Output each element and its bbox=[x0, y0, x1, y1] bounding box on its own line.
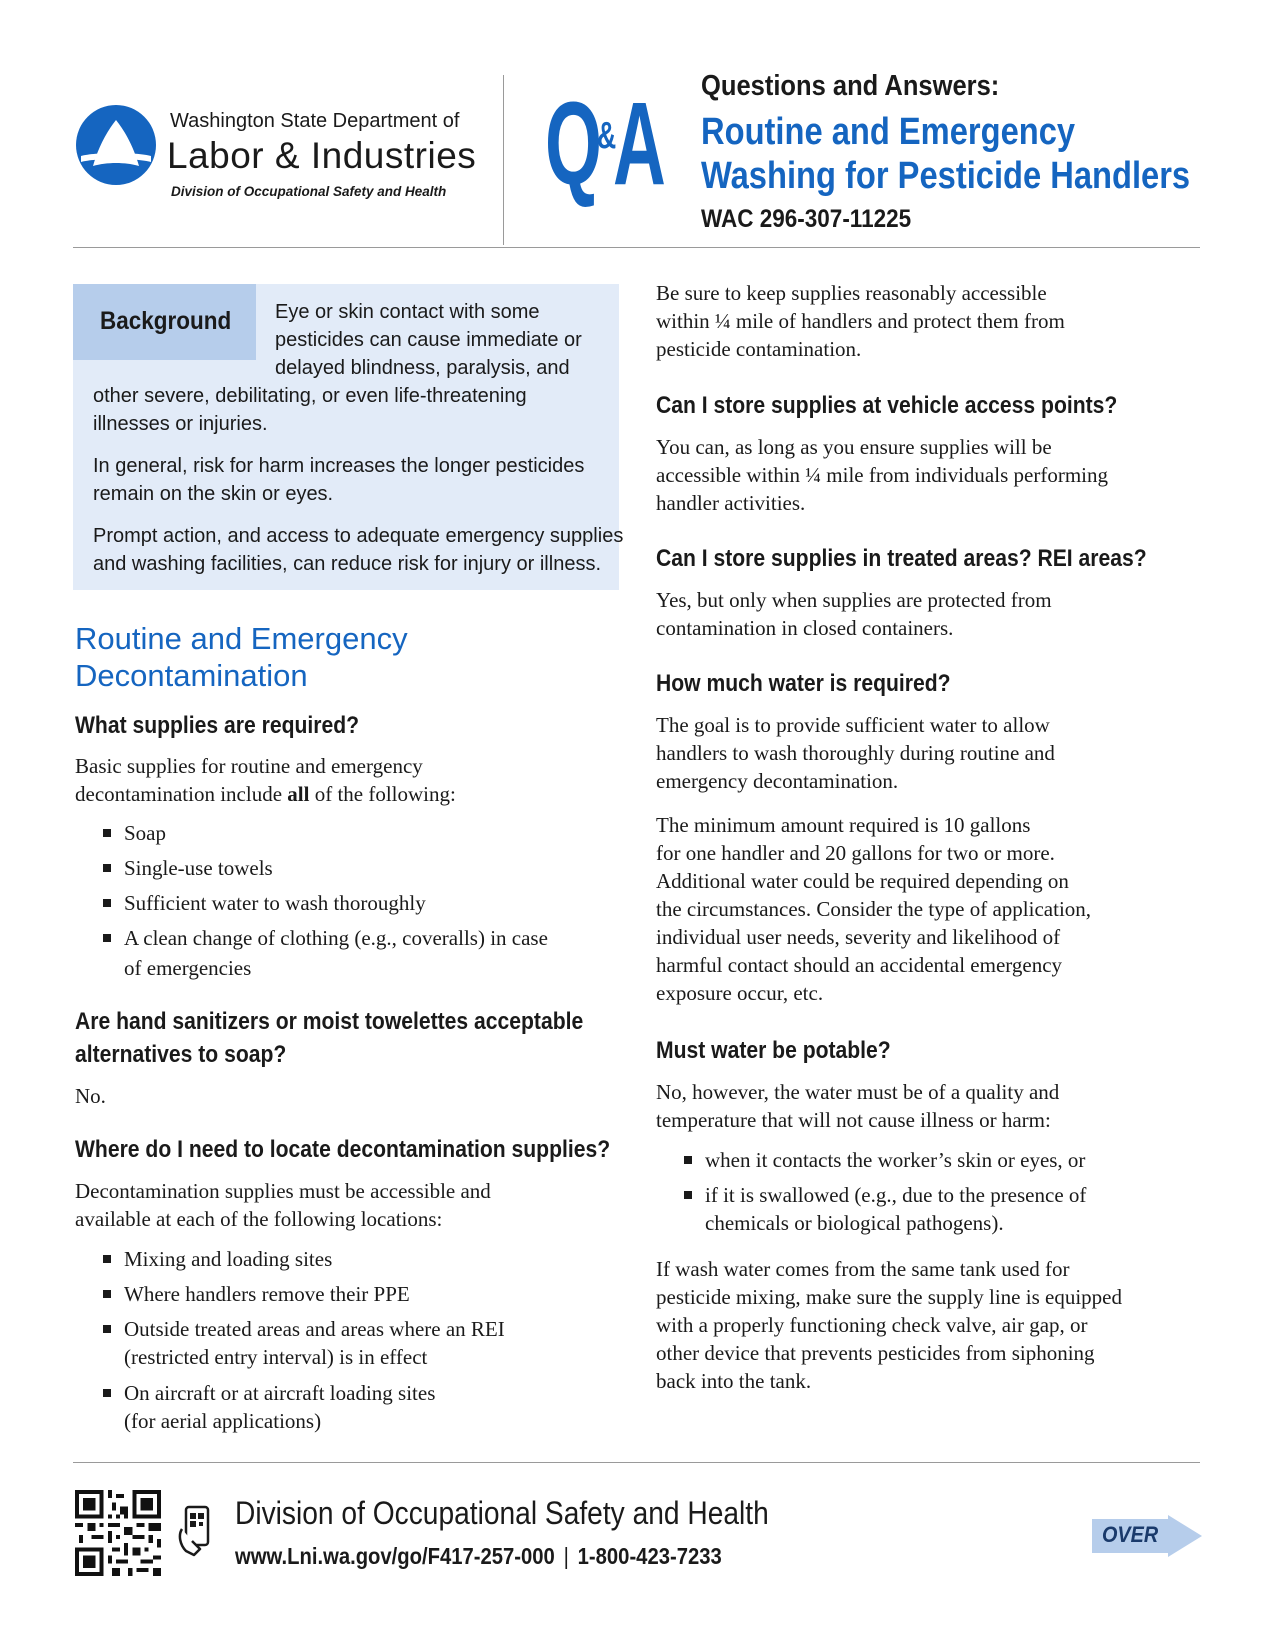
answer-text-line: handler activities. bbox=[656, 491, 806, 515]
answer-text-line: The minimum amount required is 10 gallons bbox=[656, 813, 1031, 837]
background-label-box bbox=[73, 284, 256, 360]
qa-ampersand: & bbox=[597, 115, 617, 157]
answer-text-line bbox=[75, 780, 456, 808]
answer-text-line: back into the tank. bbox=[656, 1369, 812, 1393]
background-text-line: In general, risk for harm increases the longer pesticides bbox=[93, 455, 585, 477]
qr-code-icon[interactable] bbox=[75, 1490, 161, 1576]
list-item: Mixing and loading sites bbox=[102, 1245, 505, 1273]
section-heading-line2: Decontamination bbox=[75, 658, 308, 693]
question-sanitizers bbox=[75, 1005, 583, 1071]
list-item: Soap bbox=[102, 819, 548, 847]
list-item: Sufficient water to wash thoroughly bbox=[102, 889, 548, 917]
header-kicker: Questions and Answers: bbox=[701, 70, 1000, 102]
answer-text-line: No, however, the water must be of a quality and bbox=[656, 1080, 1060, 1104]
text-fragment: decontamination include bbox=[75, 782, 288, 806]
background-text-line: Prompt action, and access to adequate emergency supplies bbox=[93, 525, 624, 547]
arrow-right-icon bbox=[1168, 1515, 1202, 1557]
answer-text-line: pesticide contamination. bbox=[656, 337, 862, 361]
section-heading-line1: Routine and Emergency bbox=[75, 621, 408, 656]
qa-mark bbox=[545, 78, 690, 215]
locations-list bbox=[102, 1245, 505, 1343]
potable-conditions-list bbox=[683, 1146, 1086, 1209]
header-divider bbox=[503, 75, 504, 245]
footer-organization: Division of Occupational Safety and Health bbox=[235, 1495, 769, 1531]
agency-logo bbox=[73, 95, 477, 215]
question-vehicle-access: Can I store supplies at vehicle access points? bbox=[656, 392, 1118, 419]
background-label: Background bbox=[100, 307, 232, 335]
locations-list-cont bbox=[102, 1379, 435, 1407]
question-supplies: What supplies are required? bbox=[75, 712, 360, 739]
qa-letter-q: Q bbox=[545, 78, 602, 210]
footer-contact bbox=[235, 1543, 722, 1570]
footer-url-link[interactable]: www.Lni.wa.gov/go/F417-257-000 bbox=[235, 1543, 555, 1569]
answer-text-line: available at each of the following locations: bbox=[75, 1207, 443, 1231]
answer-text-line: Decontamination supplies must be accessible and bbox=[75, 1179, 491, 1203]
page-title-line2: Washing for Pesticide Handlers bbox=[701, 155, 1191, 197]
list-item-continuation: (for aerial applications) bbox=[124, 1409, 322, 1433]
answer-text-line: If wash water comes from the same tank used for bbox=[656, 1257, 1070, 1281]
list-item: On aircraft or at aircraft loading sites bbox=[102, 1379, 435, 1407]
background-text-line: illnesses or injuries. bbox=[93, 413, 268, 435]
answer-text-line: other device that prevents pesticides from siphoning bbox=[656, 1341, 1095, 1365]
list-item-continuation: of emergencies bbox=[124, 956, 252, 980]
section-heading bbox=[75, 620, 408, 694]
wac-code: WAC 296-307-11225 bbox=[701, 205, 912, 233]
background-text-line: Eye or skin contact with some bbox=[275, 301, 540, 323]
agency-name-line2: Labor & Industries bbox=[167, 135, 477, 176]
over-label: OVER bbox=[1102, 1522, 1159, 1547]
phone-scan-icon bbox=[178, 1505, 214, 1557]
answer-text-line: Yes, but only when supplies are protected from bbox=[656, 588, 1052, 612]
text-fragment: of the following: bbox=[309, 782, 456, 806]
background-text-line: delayed blindness, paralysis, and bbox=[275, 357, 570, 379]
background-text-line: remain on the skin or eyes. bbox=[93, 483, 334, 505]
answer-text-line: the circumstances. Consider the type of application, bbox=[656, 897, 1092, 921]
answer-text-line: pesticide mixing, make sure the supply line is equipped bbox=[656, 1285, 1122, 1309]
answer-text-line: Additional water could be required depending on bbox=[656, 869, 1069, 893]
list-item: if it is swallowed (e.g., due to the presence of bbox=[683, 1181, 1086, 1209]
list-item-continuation: (restricted entry interval) is in effect bbox=[124, 1345, 428, 1369]
list-item-continuation: chemicals or biological pathogens). bbox=[705, 1211, 1004, 1235]
answer-text-line: with a properly functioning check valve, air gap, or bbox=[656, 1313, 1088, 1337]
list-item: Where handlers remove their PPE bbox=[102, 1280, 505, 1308]
footer-separator: | bbox=[563, 1543, 569, 1569]
qa-letter-a: A bbox=[613, 78, 666, 210]
logo-mark-icon bbox=[73, 100, 159, 186]
question-line: alternatives to soap? bbox=[75, 1041, 287, 1068]
answer-text-line: You can, as long as you ensure supplies will be bbox=[656, 435, 1052, 459]
question-potable: Must water be potable? bbox=[656, 1037, 891, 1064]
question-locations: Where do I need to locate decontamination supplies? bbox=[75, 1136, 611, 1163]
answer-text-line: within ¼ mile of handlers and protect them from bbox=[656, 309, 1065, 333]
page-title-line1: Routine and Emergency bbox=[701, 111, 1076, 153]
list-item: Single-use towels bbox=[102, 854, 548, 882]
agency-division: Division of Occupational Safety and Health bbox=[171, 184, 447, 199]
answer-text-line: individual user needs, severity and likelihood of bbox=[656, 925, 1061, 949]
footer-phone[interactable]: 1-800-423-7233 bbox=[577, 1543, 722, 1569]
list-item: Outside treated areas and areas where an REI bbox=[102, 1315, 505, 1343]
agency-name-line1: Washington State Department of bbox=[170, 110, 460, 132]
answer-text-line: exposure occur, etc. bbox=[656, 981, 824, 1005]
answer-text-line: handlers to wash thoroughly during routine and bbox=[656, 741, 1055, 765]
question-line: Are hand sanitizers or moist towelettes acceptable bbox=[75, 1008, 584, 1035]
answer-text-line: emergency decontamination. bbox=[656, 769, 899, 793]
question-treated-areas: Can I store supplies in treated areas? REI areas? bbox=[656, 545, 1147, 572]
over-button[interactable] bbox=[1092, 1515, 1202, 1557]
background-text-line: other severe, debilitating, or even life-threatening bbox=[93, 385, 527, 407]
answer-text-line: temperature that will not cause illness or harm: bbox=[656, 1108, 1051, 1132]
footer-rule bbox=[73, 1462, 1200, 1463]
answer-text-line: Basic supplies for routine and emergency bbox=[75, 754, 423, 778]
header-rule bbox=[73, 247, 1200, 248]
answer-no: No. bbox=[75, 1084, 106, 1108]
answer-text-line: harmful contact should an accidental emergency bbox=[656, 953, 1063, 977]
answer-text-line: Be sure to keep supplies reasonably accessible bbox=[656, 281, 1047, 305]
supplies-list bbox=[102, 819, 548, 952]
page-title bbox=[701, 110, 1190, 198]
question-water-amount: How much water is required? bbox=[656, 670, 951, 697]
list-item: when it contacts the worker’s skin or eyes, or bbox=[683, 1146, 1086, 1174]
answer-text-line: The goal is to provide sufficient water to allow bbox=[656, 713, 1050, 737]
list-item: A clean change of clothing (e.g., coveralls) in case bbox=[102, 924, 548, 952]
answer-text-line: accessible within ¼ mile from individuals performing bbox=[656, 463, 1108, 487]
answer-text-line: for one handler and 20 gallons for two or more. bbox=[656, 841, 1055, 865]
background-text-line: and washing facilities, can reduce risk for injury or illness. bbox=[93, 553, 601, 575]
background-box bbox=[73, 284, 624, 590]
background-text-line: pesticides can cause immediate or bbox=[275, 329, 582, 351]
emphasis-all: all bbox=[287, 782, 310, 806]
answer-text-line: contamination in closed containers. bbox=[656, 616, 954, 640]
